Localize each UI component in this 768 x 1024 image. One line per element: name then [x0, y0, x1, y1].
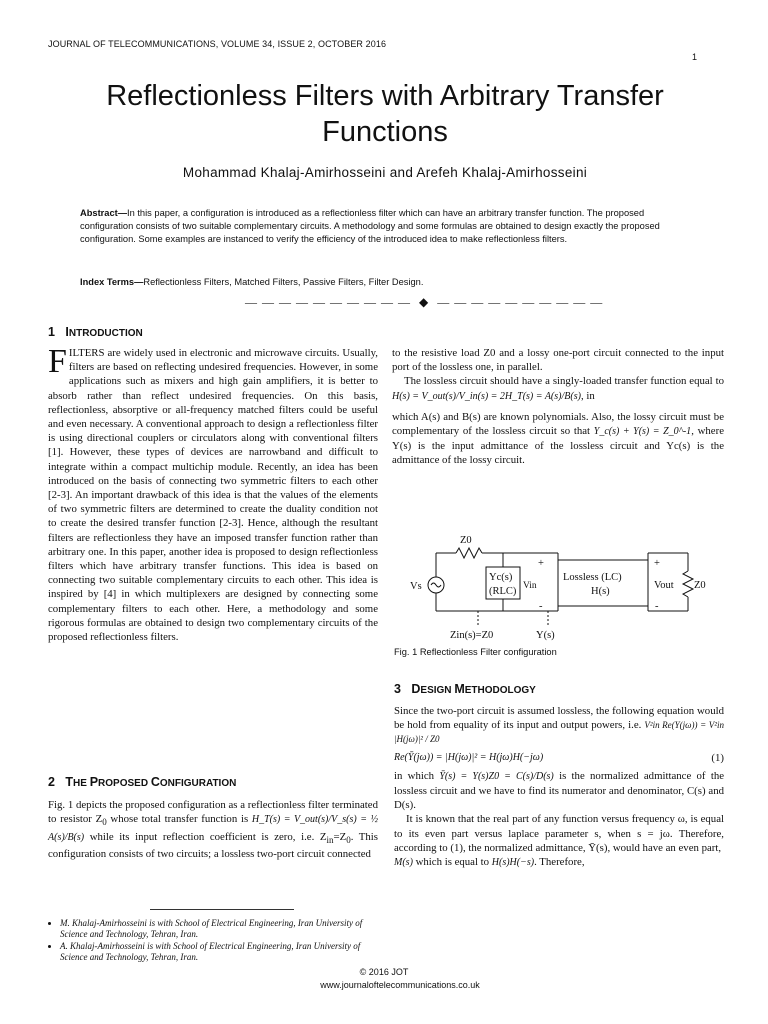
equation-total-transfer: H_T(s) = V_out(s)/V_s(s) = ½ A(s)/B(s): [48, 814, 378, 843]
abstract-label: Abstract—: [80, 208, 128, 218]
label-hs: H(s): [591, 586, 610, 597]
footnote-divider: [150, 909, 294, 910]
abstract-text: In this paper, a configuration is introduced as a reflectionless filter which can have an arbitrary transfer function. The proposed configuration consists of two suitable complementary circuits. A methodology and some formulas are obtained to design exactly the proposed configuration. Some examples are instanced to verify the efficiency of the introduced idea to make reflectionless filters.: [80, 208, 660, 244]
equation-1: Re(Ȳ(jω)) = |H(jω)|² = H(jω)H(−jω): [394, 751, 544, 763]
page-number: 1: [692, 52, 698, 62]
right-column-body: to the resistive load Z0 and a lossy one-port circuit connected to the input port of the lossless one, in parallel. The lossless circuit should have a singly-loaded transfer function equal to H(s) = V_out(s)/V_in(s) = 2H_T(s) = A(s)/B(s), in which A(s) and B(s) are known polynomials. Also, the lossy circuit must be complementary of the lossless circuit so that Y_c(s) + Y(s) = Z_0^-1, where Y(s) is the input admittance of the lossless circuit and Yc(s) is the admittance of the lossy circuit.: [392, 347, 724, 467]
journal-header: JOURNAL OF TELECOMMUNICATIONS, VOLUME 34, ISSUE 2, OCTOBER 2016: [48, 39, 387, 49]
equation-1-number: (1): [711, 751, 724, 764]
equation-power: V²in Re(Y(jω)) = V²in |H(jω)|² / Z0: [394, 720, 724, 745]
footnote-1: • M. Khalaj-Amirhosseini is with School of Electrical Engineering, Iran University of Science and Technology, Tehran, Iran.: [60, 918, 378, 940]
label-ys: Y(s): [536, 630, 555, 641]
circuit-figure: [398, 533, 718, 645]
label-rlc: (RLC): [489, 586, 517, 597]
figure-caption: Fig. 1 Reflectionless Filter configuration: [394, 647, 557, 657]
label-minus-in: -: [539, 601, 543, 612]
copyright: © 2016 JOT: [359, 967, 409, 977]
equation-lossless-transfer: H(s) = V_out(s)/V_in(s) = 2H_T(s) = A(s)/B(s): [392, 390, 581, 402]
equation-even-part: H(s)H(−s): [491, 857, 535, 869]
equation-complementary: Y_c(s) + Y(s) = Z_0^-1: [593, 426, 692, 438]
footnote-2: • A. Khalaj-Amirhosseini is with School of Electrical Engineering, Iran University of Science and Technology, Tehran, Iran.: [60, 941, 378, 963]
label-plus-out: +: [654, 558, 660, 569]
label-minus-out: -: [655, 601, 659, 612]
section-heading-design-methodology: 3 DESIGN METHODOLOGY: [394, 682, 536, 696]
section-heading-proposed-configuration: 2 THE PROPOSED CONFIGURATION: [48, 775, 237, 789]
label-z0-top: Z0: [460, 535, 472, 546]
label-yc: Yc(s): [489, 572, 513, 583]
label-zin: Zin(s)=Z0: [450, 630, 494, 641]
intro-text: ILTERS are widely used in electronic and microwave circuits. Usually, filters are based on reflecting undesired frequencies. However, in some applications such as mixers and high gain amplifiers, it is better to absorb rather than reflect undesired frequencies. On this basis, reflectionless, absorptive or all-frequency matched filters could be useful and even necessary. A conventional approach to design a reflectionless filter is using directional couplers or circulators along with conventional filters [1]. However, these types of devices are narrowband and difficult to integrate within a compact multichip module. Recently, an idea has been introduced on the basis of connecting two symmetric filters to each other [2-3]. An important drawback of this idea is that the values of the elements of two symmetric filters are determined to create the duality condition not to create the desired transfer function [2-3]. Hence, although the resultant filters are reflectionless they have an imposed transfer function rather than arbitrary one. In this paper, another idea is proposed to design reflectionless filters which have arbitrary transfer functions. This idea is based on connecting two suitable complementary circuits to each other. This idea is inspired by [4] in which multiplexers are designed by connecting some complementary filters to each other. Here, a methodology and some rigorous formulas are obtained to design two complementary circuits of the proposed reflectionless filters.: [48, 347, 378, 644]
index-terms: [80, 277, 692, 287]
paper-title: Reflectionless Filters with Arbitrary Transfer Functions: [106, 80, 664, 148]
label-plus-in: +: [538, 558, 544, 569]
abstract: [80, 207, 692, 245]
label-lossless: Lossless (LC): [563, 572, 622, 583]
index-terms-text: Reflectionless Filters, Matched Filters, Passive Filters, Filter Design.: [143, 277, 424, 287]
website-link[interactable]: www.journaloftelecommunications.co.uk: [320, 980, 480, 990]
drop-cap: F: [48, 343, 67, 380]
index-terms-label: Index Terms—: [80, 277, 144, 287]
config-body: Fig. 1 depicts the proposed configuration as a reflectionless filter terminated to resistor $Z_0$ whose total transfer function is H_T(s) = V_out(s)/V_s(s) = ½ A(s)/B(s) while its input reflection coefficient is zero, i.e. $Z_{in}=Z_0$. This configuration consists of two circuits; a lossless two-port circuit connected: [48, 799, 379, 860]
label-vin: Vin: [523, 581, 537, 591]
label-vout: Vout: [654, 580, 674, 591]
intro-body: [48, 343, 378, 644]
label-vs: Vs: [410, 581, 422, 592]
section-separator: — — — — — — — — — — ◆ — — — — — — — — — —: [245, 295, 604, 309]
design-body: Since the two-port circuit is assumed lossless, the following equation would be hold from equality of its input and output powers, i.e. V²in Re(Y(jω)) = V²in |H(jω)|² / Z0 Re(Ȳ(jω)) = |H(jω)|² = H(jω)H(−jω) (1) in which Ȳ(s) = Y(s)Z0 = C(s)/D(s) is the normalized admittance of the lossless circuit and we have to find its numerator and denominator, C(s) and D(s). It is known that the real part of any function versus frequency ω, is equal to its even part versus laplace parameter s, when s = jω. Therefore, according to (1), the normalized admittance, Ȳ(s), would have an even part, M(s) which is equal to H(s)H(−s). Therefore,: [394, 705, 725, 869]
authors: Mohammad Khalaj-Amirhosseini and Arefeh Khalaj-Amirhosseini: [182, 165, 588, 180]
label-z0-right: Z0: [694, 580, 706, 591]
section-heading-introduction: 1 INTRODUCTION: [48, 325, 143, 339]
equation-normalized: Ȳ(s) = Y(s)Z0 = C(s)/D(s): [439, 770, 554, 782]
footnotes: [48, 918, 378, 964]
